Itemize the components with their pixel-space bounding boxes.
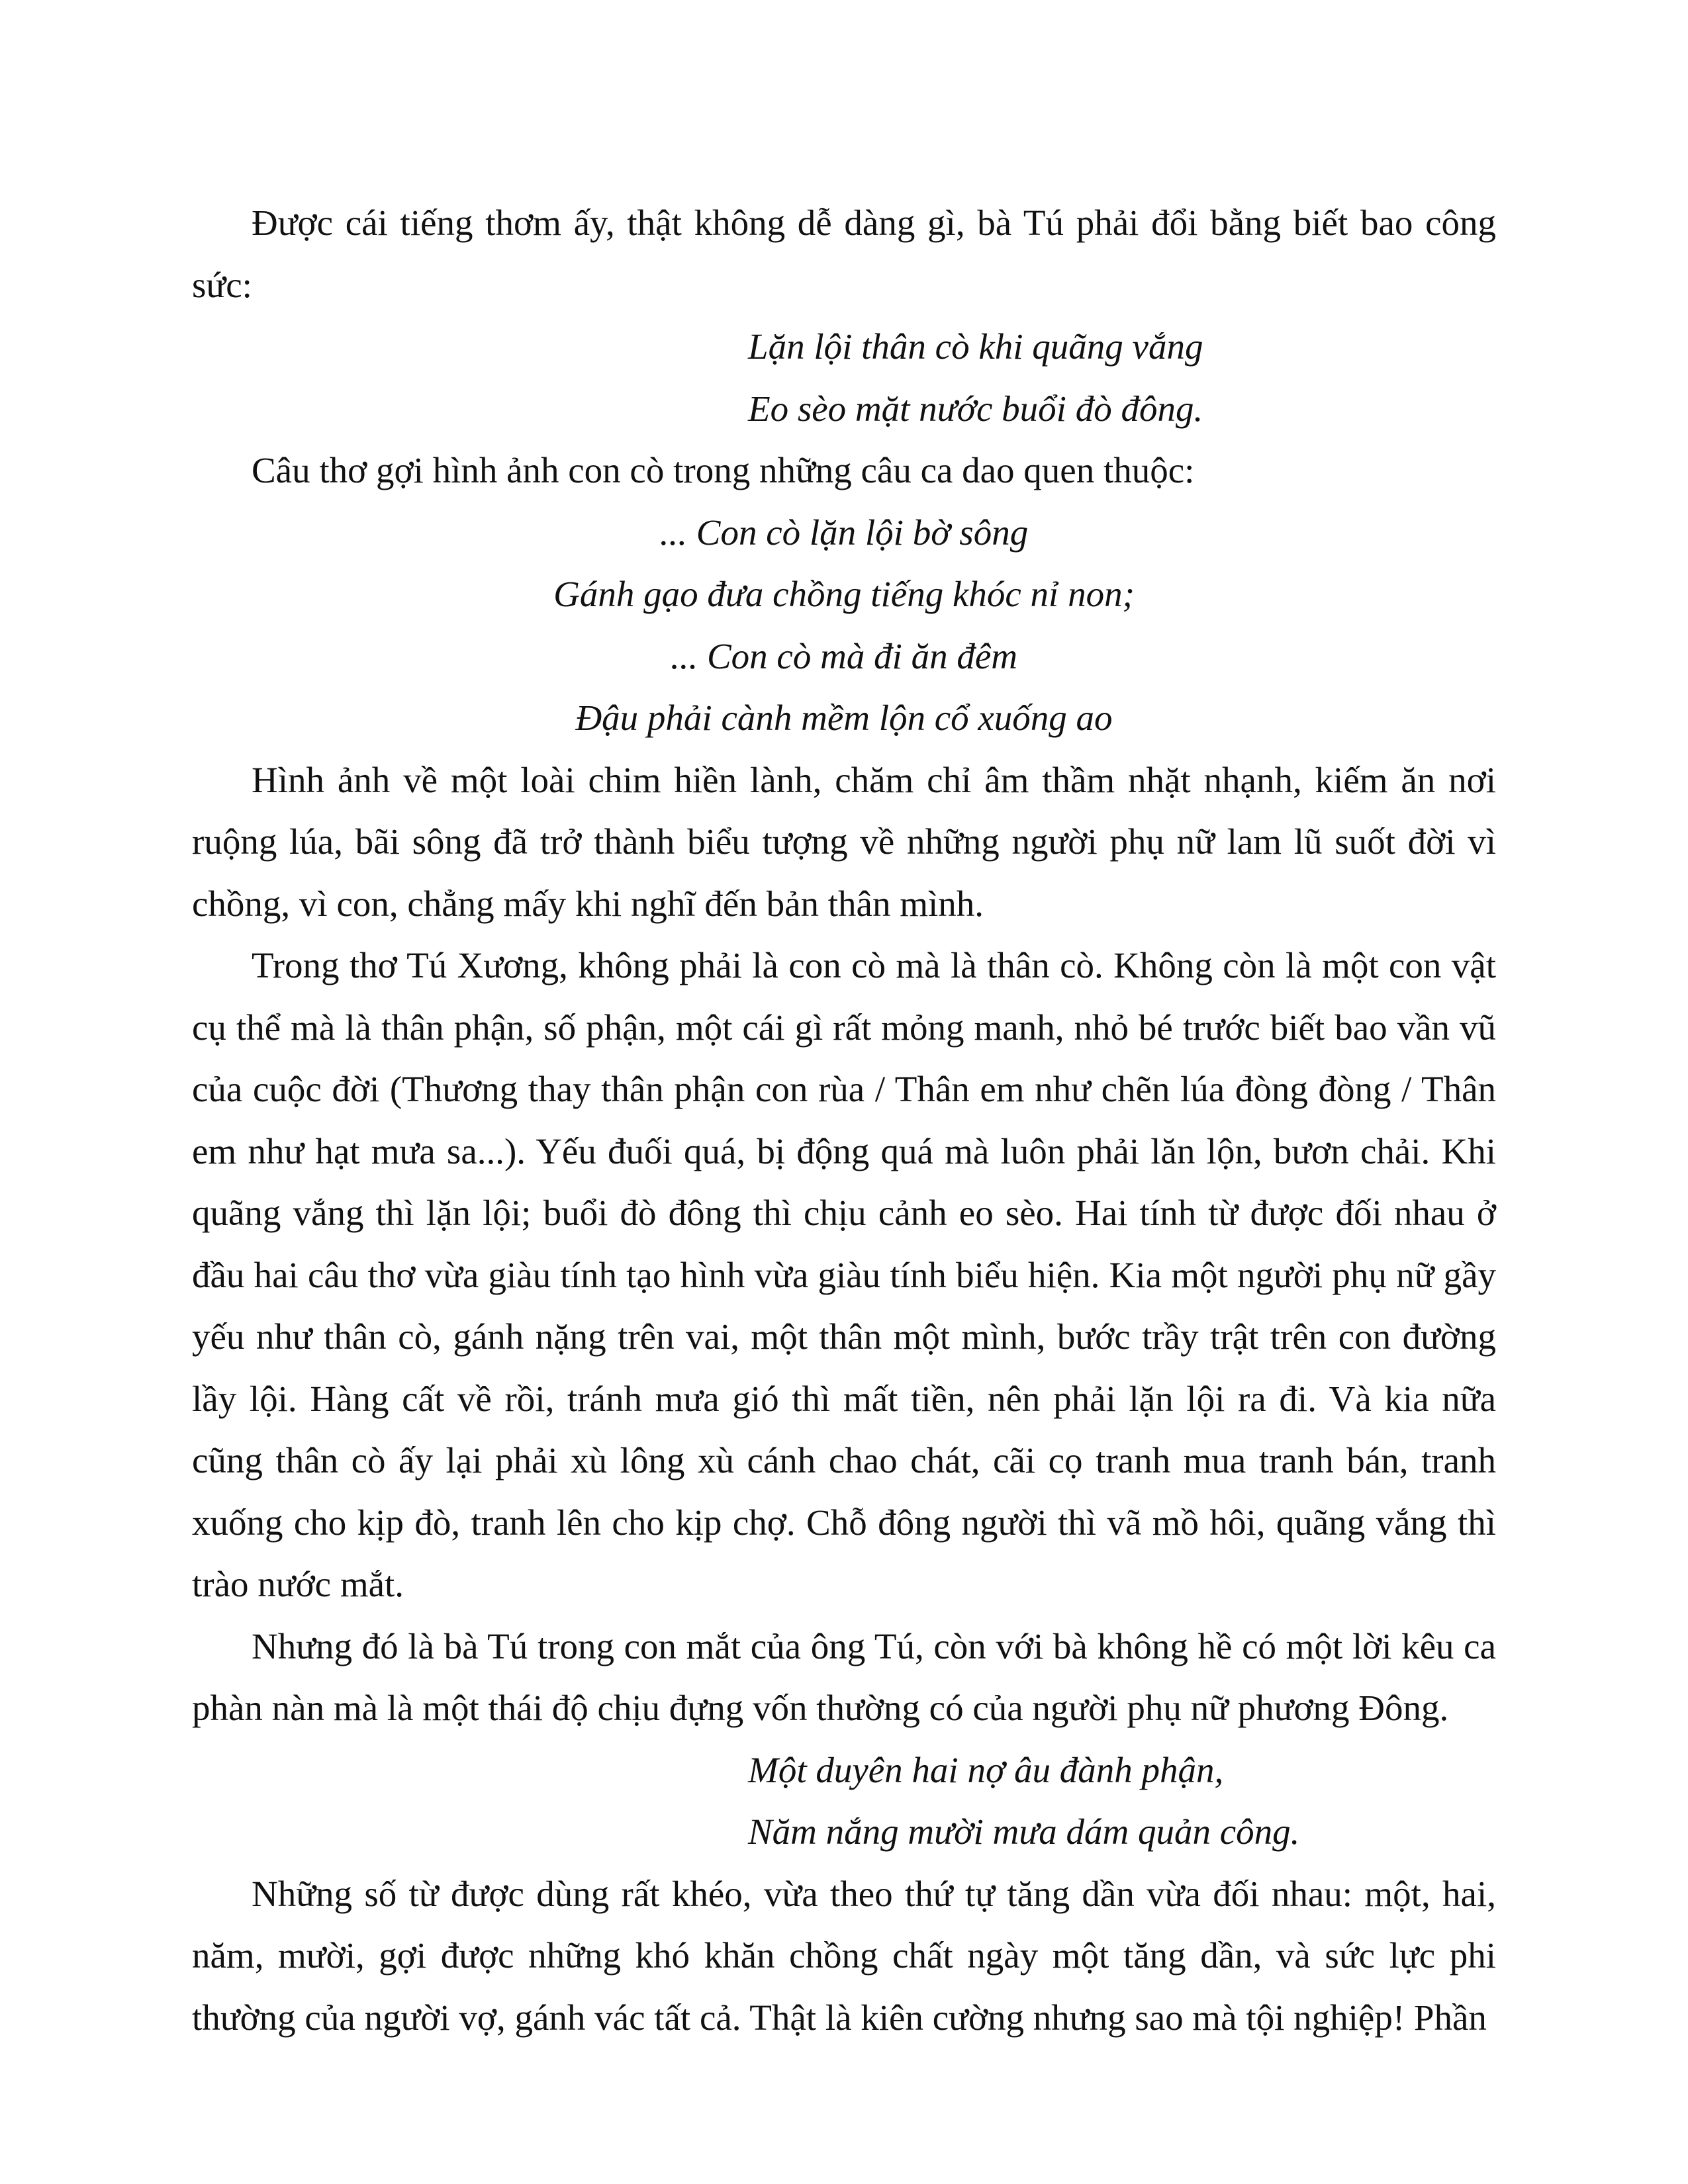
verse-line: Eo sèo mặt nước buổi đò đông. [748, 388, 1203, 429]
verse-line: Một duyên hai nợ âu đành phận, [748, 1749, 1224, 1790]
verse-line: Lặn lội thân cò khi quãng vắng [748, 326, 1203, 367]
paragraph-numbers: Những số từ được dùng rất khéo, vừa theo thứ tự tăng dần vừa đối nhau: một, hai, năm, mười, gợi được những khó khăn chồng chất ngày một tăng dần, và sức lực phi thường của người vợ, gánh vác tất cả. Thật là kiên cường nhưng sao mà tội nghiệp! Phần [192, 1873, 1496, 2038]
verse-poem-1 [192, 316, 1496, 439]
verse-line: Gánh gạo đưa chồng tiếng khóc nỉ non; [553, 574, 1135, 614]
verse-folk-songs [192, 502, 1496, 749]
verse-poem-2 [192, 1739, 1496, 1863]
verse-line: ... Con cò lặn lội bờ sông [659, 512, 1029, 553]
text-body [192, 192, 1496, 2048]
verse-line: Đậu phải cành mềm lộn cổ xuống ao [575, 698, 1113, 738]
verse-line: Năm nắng mười mưa dám quản công. [748, 1811, 1300, 1852]
paragraph-analysis: Trong thơ Tú Xương, không phải là con cò mà là thân cò. Không còn là một con vật cụ thể mà là thân phận, số phận, một cái gì rất mỏng manh, nhỏ bé trước biết bao vần vũ của cuộc đời (Thương thay thân phận con rùa / Thân em như chẽn lúa đòng đòng / Thân em như hạt mưa sa...). Yếu đuối quá, bị động quá mà luôn phải lăn lộn, bươn chải. Khi quãng vắng thì lặn lội; buổi đò đông thì chịu cảnh eo sèo. Hai tính từ được đối nhau ở đầu hai câu thơ vừa giàu tính tạo hình vừa giàu tính biểu hiện. Kia một người phụ nữ gầy yếu như thân cò, gánh nặng trên vai, một thân một mình, bước trầy trật trên con đường lầy lội. Hàng cất về rồi, tránh mưa gió thì mất tiền, nên phải lặn lội ra đi. Và kia nữa cũng thân cò ấy lại phải xù lông xù cánh chao chát, cãi cọ tranh mua tranh bán, tranh xuống cho kịp đò, tranh lên cho kịp chợ. Chỗ đông người thì vã mồ hôi, quãng vắng thì trào nước mắt. [192, 945, 1496, 1604]
paragraph-attitude: Nhưng đó là bà Tú trong con mắt của ông Tú, còn với bà không hề có một lời kêu ca phàn nàn mà là một thái độ chịu đựng vốn thường có của người phụ nữ phương Đông. [192, 1625, 1496, 1728]
paragraph-folk-intro: Câu thơ gợi hình ảnh con cò trong những câu ca dao quen thuộc: [252, 450, 1195, 490]
paragraph-intro: Được cái tiếng thơm ấy, thật không dễ dàng gì, bà Tú phải đổi bằng biết bao công sức: [192, 203, 1496, 305]
paragraph-symbol: Hình ảnh về một loài chim hiền lành, chăm chỉ âm thầm nhặt nhạnh, kiếm ăn nơi ruộng lúa, bãi sông đã trở thành biểu tượng về những người phụ nữ lam lũ suốt đời vì chồng, vì con, chẳng mấy khi nghĩ đến bản thân mình. [192, 759, 1496, 924]
verse-line: ... Con cò mà đi ăn đêm [671, 635, 1017, 676]
